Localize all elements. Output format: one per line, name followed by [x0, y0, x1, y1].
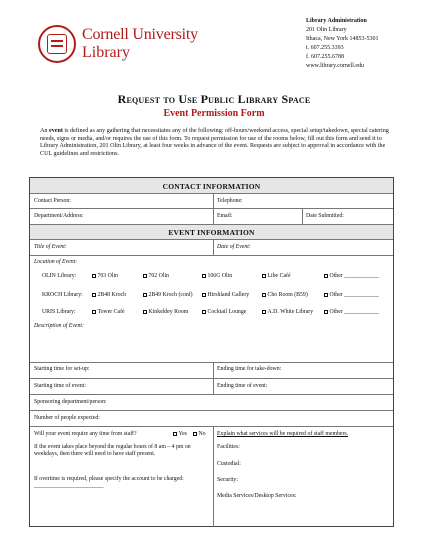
address-block [306, 17, 379, 71]
logo-university-name: Cornell University [82, 26, 198, 43]
page-subtitle: Event Permission Form [163, 108, 265, 119]
overtime-account-field[interactable]: If overtime is required, please specify the account to be charged: ________________________ [34, 476, 184, 490]
address-line1: 201 Olin Library [306, 27, 347, 33]
contact-heading: CONTACT INFORMATION [162, 182, 261, 191]
checkbox-cho-room[interactable]: Cho Room (B59) [262, 292, 308, 298]
checkbox-2b48-kroch[interactable]: 2B48 Kroch [92, 292, 126, 298]
cornell-seal-logo [38, 25, 76, 63]
kroch-library-label: KROCH Library: [42, 292, 83, 298]
uris-library-label: URIS Library: [42, 309, 76, 315]
email-field[interactable]: Email: [217, 213, 233, 219]
title-of-event-field[interactable]: Title of Event: [34, 244, 67, 250]
address-fax: f. 607.255.6788 [306, 54, 344, 60]
contact-person-field[interactable]: Contact Person: [34, 198, 71, 204]
department-address-field[interactable]: Department/Address: [34, 213, 84, 219]
sponsoring-field[interactable]: Sponsoring department/person: [34, 399, 107, 405]
checkbox-staff-no[interactable]: No [193, 431, 206, 437]
facilities-field[interactable]: Facilities: [217, 444, 240, 450]
checkbox-2b49-kroch[interactable]: 2B49 Kroch (conf) [143, 292, 193, 298]
olin-library-label: OLIN Library: [42, 273, 77, 279]
date-of-event-field[interactable]: Date of Event: [217, 244, 251, 250]
description-field[interactable]: Description of Event: [34, 323, 84, 329]
checkbox-kinkeldey-room[interactable]: Kinkeldey Room [143, 309, 188, 315]
address-phone: t. 607.255.3393 [306, 45, 344, 51]
security-field[interactable]: Security: [217, 477, 238, 483]
date-submitted-field[interactable]: Date Submitted: [306, 213, 344, 219]
address-web-link[interactable]: www.library.cornell.edu [306, 63, 365, 69]
end-takedown-field[interactable]: Ending time for take-down: [217, 366, 282, 372]
explain-services-label: Explain what services will be required of staff members. [217, 431, 349, 437]
checkbox-olin-other[interactable]: Other ____________ [324, 273, 379, 279]
page-title: Request to Use Public Library Space [117, 92, 311, 106]
checkbox-uris-other[interactable]: Other ____________ [324, 309, 379, 315]
number-people-field[interactable]: Number of people expected: [34, 415, 100, 421]
intro-paragraph [40, 128, 392, 158]
location-label: Location of Event: [34, 259, 78, 265]
checkbox-cocktail-lounge[interactable]: Cocktail Lounge [202, 309, 246, 315]
checkbox-tower-cafe[interactable]: Tower Café [92, 309, 125, 315]
beyond-hours-note: If the event takes place beyond the regular hours of 8 am – 4 pm on weekdays, then there will need to have staff present. [34, 444, 191, 458]
start-setup-field[interactable]: Starting time for set-up: [34, 366, 90, 372]
start-event-field[interactable]: Starting time of event: [34, 383, 86, 389]
checkbox-staff-yes[interactable]: Yes [173, 431, 187, 437]
checkbox-703-olin[interactable]: 703 Olin [92, 273, 118, 279]
custodial-field[interactable]: Custodial: [217, 461, 241, 467]
logo-library-name: Library [82, 44, 130, 61]
staff-time-question: Will your event require any time from staff? [34, 431, 137, 437]
checkbox-kroch-other[interactable]: Other ____________ [324, 292, 379, 298]
event-heading: EVENT INFORMATION [168, 228, 255, 237]
checkbox-libe-cafe[interactable]: Libe Café [262, 273, 291, 279]
end-event-field[interactable]: Ending time of event: [217, 383, 268, 389]
intro-rest: is defined as any gathering that necessitates any of the following: off-hours/weekend access, special setup/takedown, special catering needs, signs or media, and/or requires the use of this form. To request permission for use of the rooms below, fill out this form and send it to Library Administration, 201 Olin Library, at least four weeks in advance of the event. Requests are subject to approval in accordance with the CUL guidelines and restrictions. [40, 128, 389, 157]
address-line2: Ithaca, New York 14853-5301 [306, 36, 379, 42]
checkbox-702-olin[interactable]: 702 Olin [143, 273, 169, 279]
intro-bold: event [48, 128, 63, 134]
address-title: Library Administration [306, 18, 367, 24]
telephone-field[interactable]: Telephone: [217, 198, 243, 204]
checkbox-106g-olin[interactable]: 106G Olin [202, 273, 232, 279]
media-services-field[interactable]: Media Services/Desktop Services: [217, 493, 297, 499]
checkbox-ad-white-library[interactable]: A.D. White Library [262, 309, 313, 315]
event-permission-form [29, 177, 394, 527]
checkbox-hirshland-gallery[interactable]: Hirshland Gallery [202, 292, 249, 298]
intro-pre: An [40, 128, 49, 134]
